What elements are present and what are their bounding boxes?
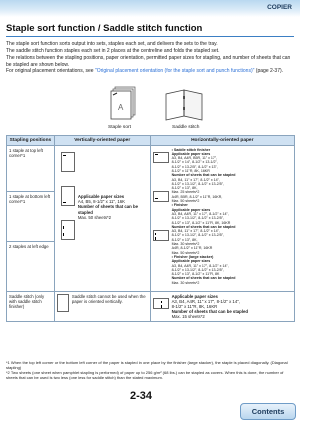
intro-paragraph-4 xyxy=(6,68,294,75)
spec-line: A3, B4, A4R, 11" x 17", 8-1/2" x 14", xyxy=(171,298,240,304)
spec-line: 8-1/2" x 11"R, 8K, 16KR xyxy=(171,168,210,173)
spec-line: Number of sheets that can be stapled xyxy=(171,309,248,315)
footnote-1: *1 When the top left corner or the bottom left corner of the paper is stapled in one place by the finisher (large stacker), the staple is placed diagonally. (Diagonal stapling) xyxy=(6,360,288,370)
intro-paragraph-1: The staple sort function sorts output into sets, staples each set, and delivers the sets to the tray. xyxy=(6,41,218,47)
spec-line: Number of sheets that can be stapled xyxy=(171,224,236,229)
position-cell: 1 staple at bottom left corner*1 xyxy=(7,192,55,242)
spec-line: 8-1/2" x 13", 8-1/2" x 11"R, 8K, 16KR xyxy=(171,220,231,225)
svg-text:A: A xyxy=(118,103,124,112)
paper-saddle-vertical-icon xyxy=(57,294,69,312)
horizontal-paper-cell xyxy=(150,146,294,292)
paper-saddle-horizontal-icon xyxy=(153,298,169,309)
spec-line: Max. 50 sheets*2 xyxy=(171,250,200,255)
horizontal-paper-icons xyxy=(153,148,169,286)
spec-line: Number of sheets that can be stapled xyxy=(171,173,236,178)
spec-line: Max. 30 sheets*2 xyxy=(171,280,200,285)
spec-line: Max. 50 sheets*2 xyxy=(171,199,200,204)
spec-line: 8-1/2" x 13-1/2", 8-1/2" x 13-2/5", xyxy=(171,267,225,272)
spec-line: Applicable paper sizes xyxy=(171,293,218,299)
stapling-table xyxy=(6,135,295,322)
spec-line: 8-1/2" x 13", 8K, xyxy=(171,186,198,191)
saddle-stitch-illustration xyxy=(160,84,208,124)
intro-link-tail: (page 2-37). xyxy=(254,68,284,74)
vertical-sizes-heading: Applicable paper sizes xyxy=(77,194,125,199)
spec-line: 8-1/2" x 11"R, 8K, 16KR xyxy=(171,303,218,309)
vertical-sheets-heading: Number of sheets that can be stapled xyxy=(77,204,139,215)
header-stapling-positions: Stapling positions xyxy=(7,136,55,146)
paper-bottom-left-staple-icon xyxy=(61,186,75,206)
spec-line: 8-1/2" x 13", 8-1/2" x 11"R, 8K xyxy=(171,272,220,277)
saddle-horizontal-cell xyxy=(150,292,294,322)
paper-top-left-staple-icon xyxy=(61,152,75,172)
horizontal-spec-list xyxy=(172,148,236,286)
title-divider xyxy=(6,36,294,37)
spec-line: A3, B4, 11" x 17", 8-1/2" x 14", xyxy=(171,229,220,234)
spec-line: A3, B4, A4R, 11" x 17", 8-1/2" x 14", xyxy=(171,211,229,216)
page-number: 2-34 xyxy=(130,390,153,402)
contents-button[interactable]: Contents xyxy=(240,403,296,420)
position-cell: Saddle stitch (only with saddle stitch finisher) xyxy=(7,292,55,322)
paper-landscape-top-left-icon xyxy=(153,152,169,163)
table-row xyxy=(7,146,295,192)
saddle-vertical-cell xyxy=(54,292,150,322)
vertical-sizes: A4, B5, 8-1/2" x 11", 16K xyxy=(77,199,126,205)
spec-line: A3, B4, 11" x 17", 8-1/2" x 14", xyxy=(171,177,220,182)
spec-line: Max. 30 sheets*2 xyxy=(171,242,200,247)
spec-line: A3, B4, A4R, B5R, 11" x 17", xyxy=(171,156,218,161)
footnotes xyxy=(6,360,296,380)
position-cell: 2 staples at left edge xyxy=(7,242,55,292)
spec-line: Applicable paper sizes xyxy=(171,207,211,212)
spec-line: 8-1/2" x 14", 8-1/2" x 13-1/2", xyxy=(171,160,218,165)
header-bar xyxy=(0,0,300,17)
spec-line: 8-1/2" x 13-2/5", 8-1/2" x 13", xyxy=(171,164,218,169)
spec-line: A4R, B5R, 8-1/2" x 11"R, 16KR, xyxy=(171,194,223,199)
spec-line: Max. 15 sheets*2 xyxy=(171,314,205,320)
saddle-stitch-caption: Saddle stitch xyxy=(172,125,200,130)
spec-line: 8-1/2" x 13-1/2", 8-1/2" x 13-2/5", xyxy=(171,181,225,186)
saddle-vertical-note: Saddle stitch cannot be used when the paper is oriented vertically. xyxy=(71,293,146,304)
intro-paragraph-3: The relations between the stapling positions, paper orientation, permitted paper sizes for stapling, and number of sheets that can be stapled are shown below. xyxy=(6,55,291,68)
section-label: COPIER xyxy=(267,4,292,11)
spec-line: 8-1/2" x 13-1/2", 8-1/2" x 13-2/5", xyxy=(171,216,225,221)
position-cell: 1 staple at top left corner*1 xyxy=(7,146,55,192)
intro-text: For original placement orientations, see xyxy=(6,68,95,74)
header-vertical-paper: Vertically-oriented paper xyxy=(54,136,150,146)
vertical-paper-cell xyxy=(54,146,150,292)
spec-line: 8-1/2" x 13", 8K, xyxy=(171,237,198,242)
intro-paragraph-2: The saddle stitch function staples each set in 2 places at the centreline and folds the stapled set. xyxy=(6,48,220,54)
table-row xyxy=(7,292,295,322)
spec-line: A4R, 8-1/2" x 11"R, 16KR xyxy=(171,246,213,251)
paper-landscape-bottom-left-icon xyxy=(153,191,169,202)
footnote-2: *2 Two sheets (one sheet when pamphlet stapling is performed) of paper up to 256 g/m² (68 lbs.) can be stapled as covers. When this is done, the number of sheets that can be used is two less (one less for saddle stitch) than the stated maximum. xyxy=(6,370,284,380)
orientation-link[interactable]: "Original placement orientation (for the staple sort and punch functions)" xyxy=(94,68,255,74)
spec-line: Max. 25 sheets*2 xyxy=(171,190,200,195)
saddle-horizontal-spec-list xyxy=(172,294,248,320)
spec-line: 8-1/2" x 13-1/2", 8-1/2" x 13-2/5", xyxy=(171,233,225,238)
staple-sort-illustration xyxy=(108,84,140,124)
paper-two-staple-icon xyxy=(61,220,75,240)
page-title: Staple sort function / Saddle stitch function xyxy=(6,23,203,34)
header-horizontal-paper: Horizontally-oriented paper xyxy=(150,136,294,146)
spec-line: Applicable paper sizes xyxy=(171,151,211,156)
staple-sort-caption: Staple sort xyxy=(108,125,131,130)
table-header-row xyxy=(7,136,295,146)
paper-landscape-two-staple-icon xyxy=(153,230,169,241)
spec-line: • Finisher (large stacker) xyxy=(171,254,214,259)
spec-line: Number of sheets that can be stapled xyxy=(171,276,236,281)
vertical-sheets: Max. 50 sheets*2 xyxy=(77,214,112,220)
spec-line: Applicable paper sizes xyxy=(171,259,211,264)
spec-line: • Finisher xyxy=(171,203,188,208)
vertical-paper-icons xyxy=(57,152,75,240)
spec-line: • Saddle stitch finisher xyxy=(171,147,211,152)
spec-line: A3, B4, A4R, 11" x 17", 8-1/2" x 14", xyxy=(171,263,229,268)
